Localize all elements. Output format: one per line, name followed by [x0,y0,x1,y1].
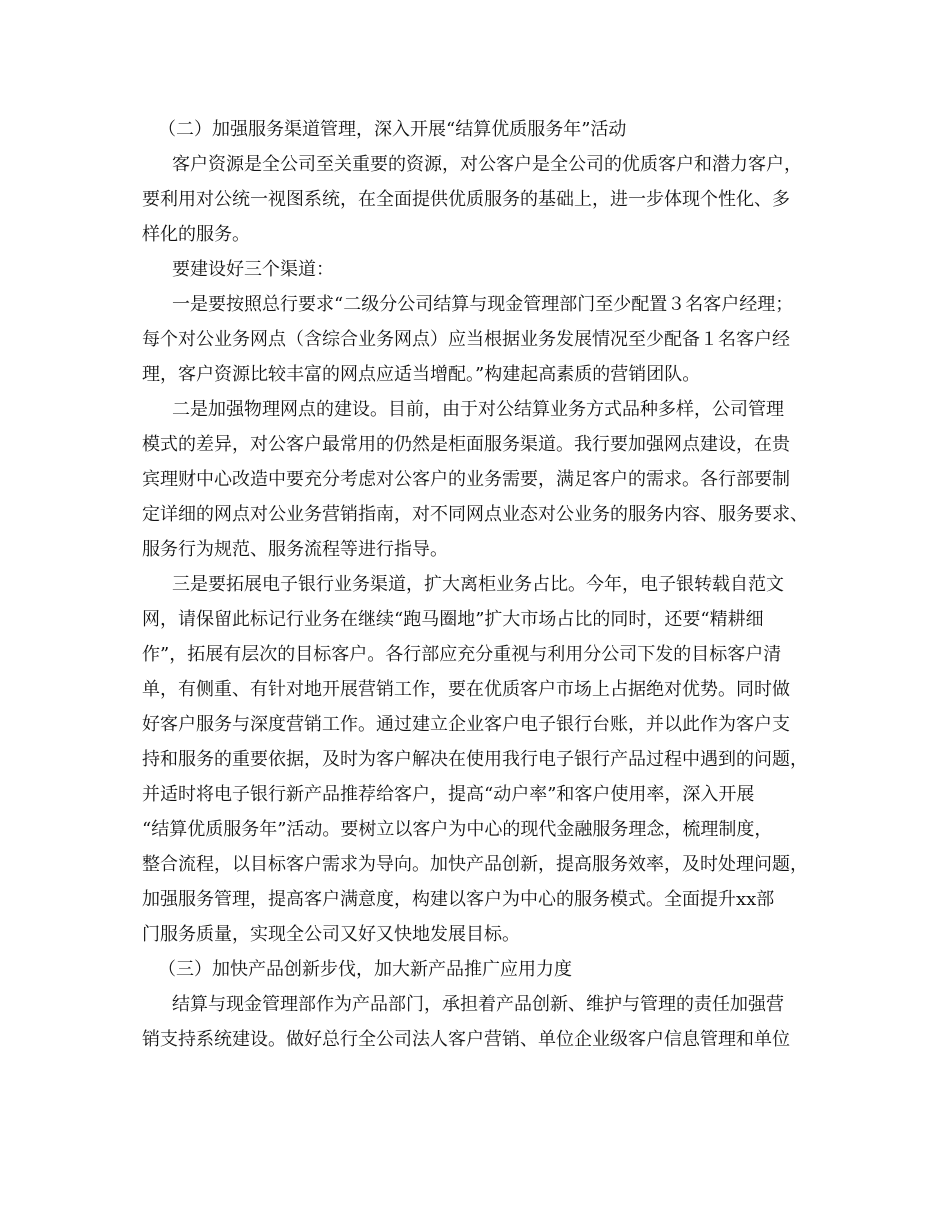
paragraph-line: 定详细的网点对公业务营销指南，对不同网点业态对公业务的服务内容、服务要求、 [142,504,808,525]
paragraph-line: 二是加强物理网点的建设。目前，由于对公结算业务方式品种多样，公司管理 [172,399,784,420]
paragraph-line: 网，请保留此标记行业务在继续“跑马圈地”扩大市场占比的同时，还要“精耕细 [142,609,764,630]
section-heading: （二）加强服务渠道管理，深入开展“结算优质服务年”活动 [158,119,627,140]
paragraph-line: 理，客户资源比较丰富的网点应适当增配。”构建起高素质的营销团队。 [142,364,701,385]
paragraph-line: 持和服务的重要依据，及时为客户解决在使用我行电子银行产品过程中遇到的问题， [142,749,808,770]
paragraph-line: “结算优质服务年”活动。要树立以客户为中心的现代金融服务理念，梳理制度， [142,819,773,840]
section-heading: （三）加快产品创新步伐，加大新产品推广应用力度 [158,959,572,980]
paragraph-line: 样化的服务。 [142,224,250,245]
paragraph-line: 三是要拓展电子银行业务渠道，扩大离柜业务占比。今年，电子银转载自范文 [172,574,784,595]
paragraph-line: 一是要按照总行要求“二级分公司结算与现金管理部门至少配置３名客户经理； [172,294,794,315]
paragraph-line: 宾理财中心改造中要充分考虑对公客户的业务需要，满足客户的需求。各行部要制 [142,469,790,490]
paragraph-line: 好客户服务与深度营销工作。通过建立企业客户电子银行台账，并以此作为客户支 [142,714,790,735]
paragraph-line: 要利用对公统一视图系统，在全面提供优质服务的基础上，进一步体现个性化、多 [142,189,790,210]
paragraph-line: 单，有侧重、有针对地开展营销工作，要在优质客户市场上占据绝对优势。同时做 [142,679,790,700]
paragraph-line: 服务行为规范、服务流程等进行指导。 [142,539,448,560]
paragraph-line: 每个对公业务网点（含综合业务网点）应当根据业务发展情况至少配备１名客户经 [142,329,790,350]
paragraph-line: 要建设好三个渠道： [172,259,334,280]
paragraph-line: 作”，拓展有层次的目标客户。各行部应充分重视与利用分公司下发的目标客户清 [142,644,782,665]
paragraph-line: 结算与现金管理部作为产品部门，承担着产品创新、维护与管理的责任加强营 [172,994,784,1015]
paragraph-line: 并适时将电子银行新产品推荐给客户，提高“动户率”和客户使用率，深入开展 [142,784,755,805]
paragraph-line: 门服务质量，实现全公司又好又快地发展目标。 [142,924,520,945]
paragraph-line: 客户资源是全公司至关重要的资源，对公客户是全公司的优质客户和潜力客户， [172,154,802,175]
paragraph-line: 整合流程，以目标客户需求为导向。加快产品创新，提高服务效率，及时处理问题， [142,854,808,875]
paragraph-line: 加强服务管理，提高客户满意度，构建以客户为中心的服务模式。全面提升xx部 [142,889,775,910]
paragraph-line: 销支持系统建设。做好总行全公司法人客户营销、单位企业级客户信息管理和单位 [142,1029,790,1050]
paragraph-line: 模式的差异，对公客户最常用的仍然是柜面服务渠道。我行要加强网点建设，在贵 [142,434,790,455]
